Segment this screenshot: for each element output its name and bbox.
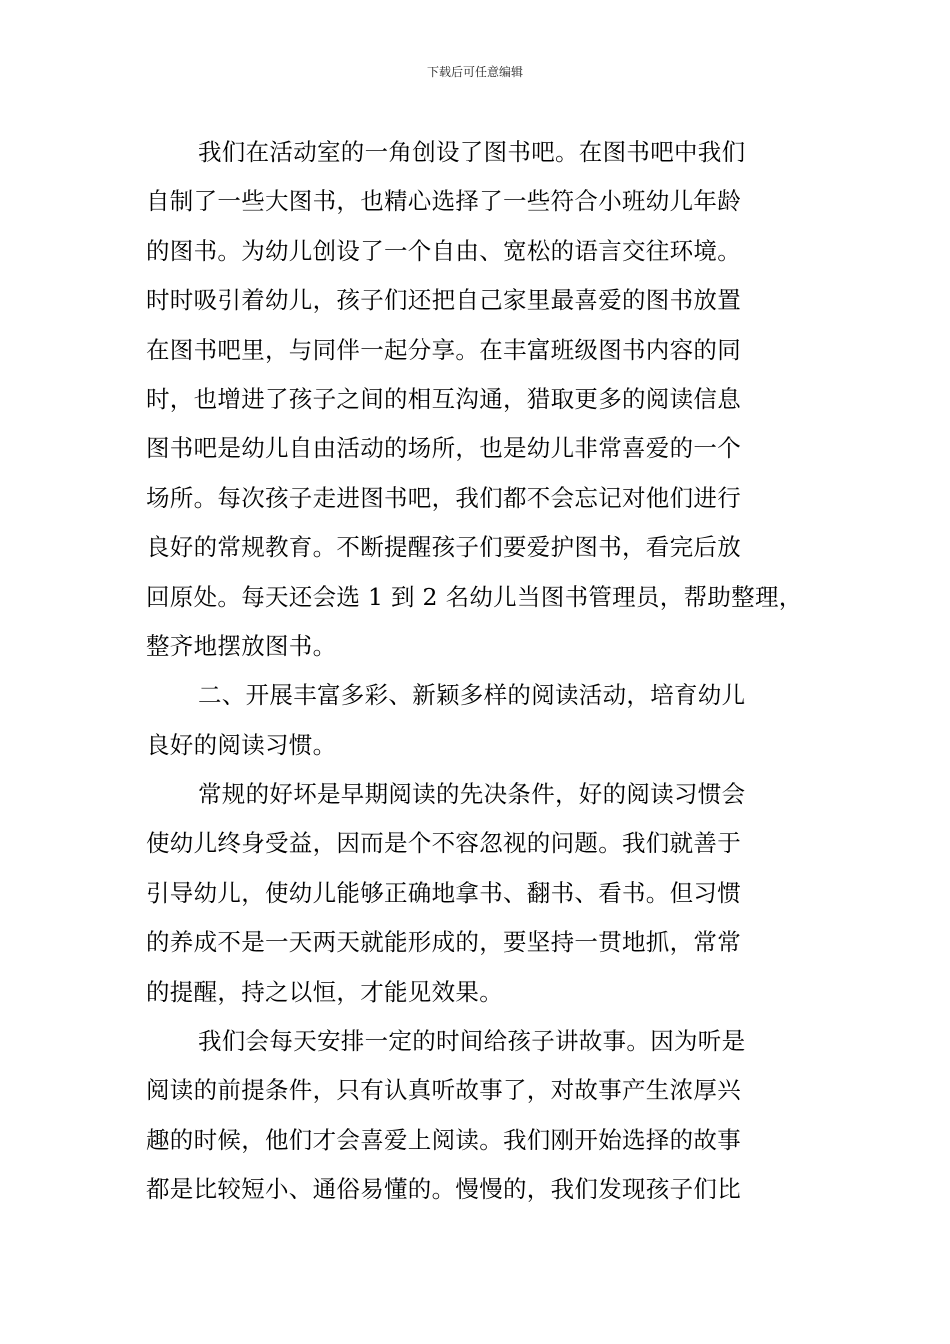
text-line: 图书吧是幼儿自由活动的场所，也是幼儿非常喜爱的一个 [146,434,741,463]
text-line: 都是比较短小、通俗易懂的。慢慢的，我们发现孩子们比 [146,1175,741,1204]
document-body [146,128,806,1215]
text-line: 在图书吧里，与同伴一起分享。在丰富班级图书内容的同 [146,335,741,364]
text-line: 趣的时候，他们才会喜爱上阅读。我们刚开始选择的故事 [146,1125,741,1154]
text-line: 良好的常规教育。不断提醒孩子们要爱护图书，看完后放 [146,533,741,562]
text-line: 整齐地摆放图书。 [146,631,337,660]
text-line: 场所。每次孩子走进图书吧，我们都不会忘记对他们进行 [146,483,741,512]
text-line: 我们在活动室的一角创设了图书吧。在图书吧中我们 [198,138,746,166]
text-line: 自制了一些大图书，也精心选择了一些符合小班幼儿年龄 [146,187,741,216]
text-line: 使幼儿终身受益，因而是个不容忽视的问题。我们就善于 [146,829,741,858]
page-header: 下载后可任意编辑 [426,65,523,79]
text-line: 的养成不是一天两天就能形成的，要坚持一贯地抓，常常 [146,928,741,957]
text-line: 常规的好坏是早期阅读的先决条件，好的阅读习惯会 [198,780,746,809]
text-line: 二、开展丰富多彩、新颖多样的阅读活动，培育幼儿 [198,681,746,710]
text-line: 阅读的前提条件，只有认真听故事了，对故事产生浓厚兴 [146,1076,741,1105]
text-line: 良好的阅读习惯。 [146,730,337,759]
text-line: 的图书。为幼儿创设了一个自由、宽松的语言交往环境。 [146,236,741,265]
text-line: 时，也增进了孩子之间的相互沟通，猎取更多的阅读信息 [146,384,741,413]
text-line: 引导幼儿，使幼儿能够正确地拿书、翻书、看书。但习惯 [146,878,741,907]
text-line: 我们会每天安排一定的时间给孩子讲故事。因为听是 [198,1027,746,1056]
text-line: 时时吸引着幼儿，孩子们还把自己家里最喜爱的图书放置 [146,286,741,315]
text-line: 的提醒，持之以恒，才能见效果。 [146,977,503,1006]
text-line: 回原处。每天还会选 1 到 2 名幼儿当图书管理员，帮助整理， [146,582,803,611]
